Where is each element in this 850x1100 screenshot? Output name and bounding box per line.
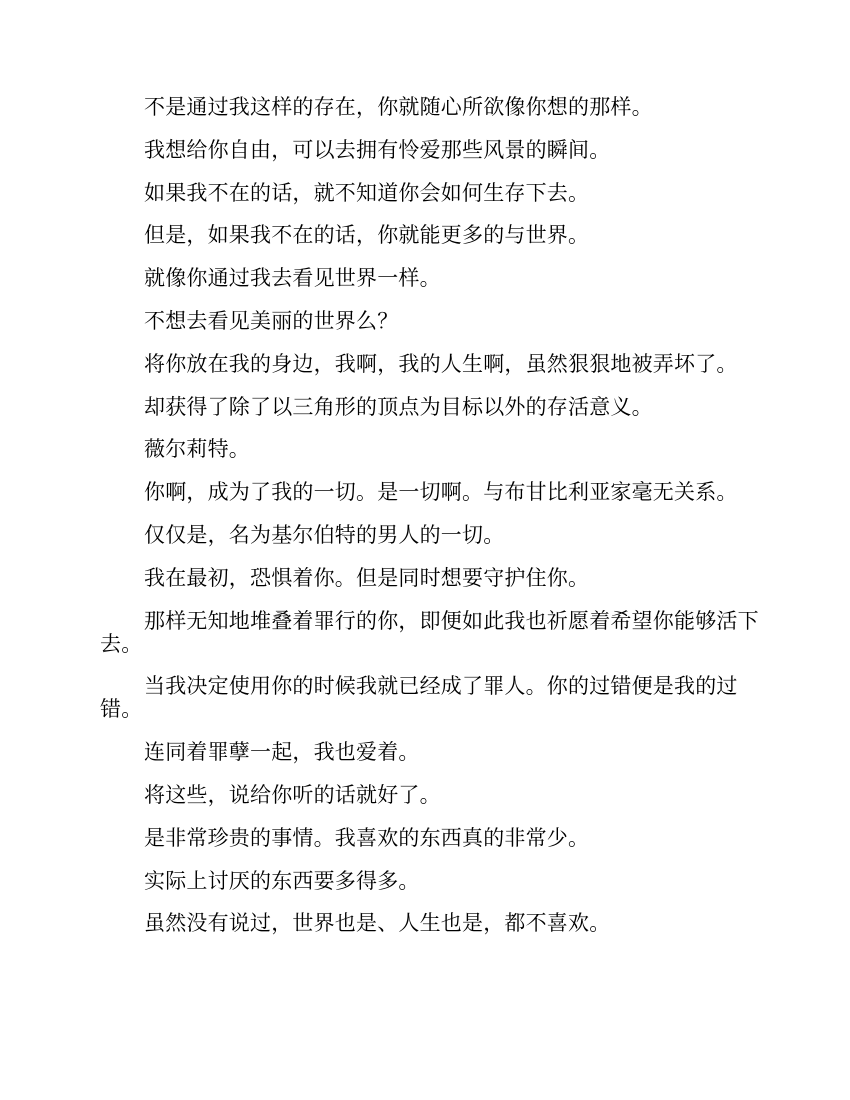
- paragraph: 不是通过我这样的存在，你就随心所欲像你想的那样。: [144, 95, 653, 119]
- paragraph: 薇尔莉特。: [144, 437, 250, 462]
- paragraph: 将这些，说给你听的话就好了。: [144, 782, 441, 807]
- paragraph: 那样无知地堆叠着罪行的你，即便如此我也祈愿着希望你能够活下去。: [100, 608, 759, 656]
- paragraph: 是非常珍贵的事情。我喜欢的东西真的非常少。: [144, 825, 590, 850]
- paragraph: 将你放在我的身边，我啊，我的人生啊，虽然狠狠地被弄坏了。: [144, 351, 738, 376]
- paragraph: 虽然没有说过，世界也是、人生也是，都不喜欢。: [144, 911, 611, 936]
- paragraph: 你啊，成为了我的一切。是一切啊。与布甘比利亚家毫无关系。: [144, 480, 738, 505]
- paragraph: 却获得了除了以三角形的顶点为目标以外的存活意义。: [144, 394, 653, 419]
- paragraph: 连同着罪孽一起，我也爱着。: [144, 740, 420, 765]
- paragraph: 当我决定使用你的时候我就已经成了罪人。你的过错便是我的过错。: [100, 674, 738, 722]
- paragraph: 不想去看见美丽的世界么？: [144, 308, 399, 333]
- paragraph: 我想给你自由，可以去拥有怜爱那些风景的瞬间。: [144, 137, 611, 162]
- paragraph: 就像你通过我去看见世界一样。: [144, 266, 441, 291]
- paragraph: 但是，如果我不在的话，你就能更多的与世界。: [144, 223, 590, 248]
- paragraph: 我在最初，恐惧着你。但是同时想要守护住你。: [144, 565, 590, 590]
- paragraph: 仅仅是，名为基尔伯特的男人的一切。: [144, 522, 505, 547]
- body-text: [100, 96, 760, 935]
- paragraph: 实际上讨厌的东西要多得多。: [144, 868, 420, 893]
- paragraph: 如果我不在的话，就不知道你会如何生存下去。: [144, 180, 590, 205]
